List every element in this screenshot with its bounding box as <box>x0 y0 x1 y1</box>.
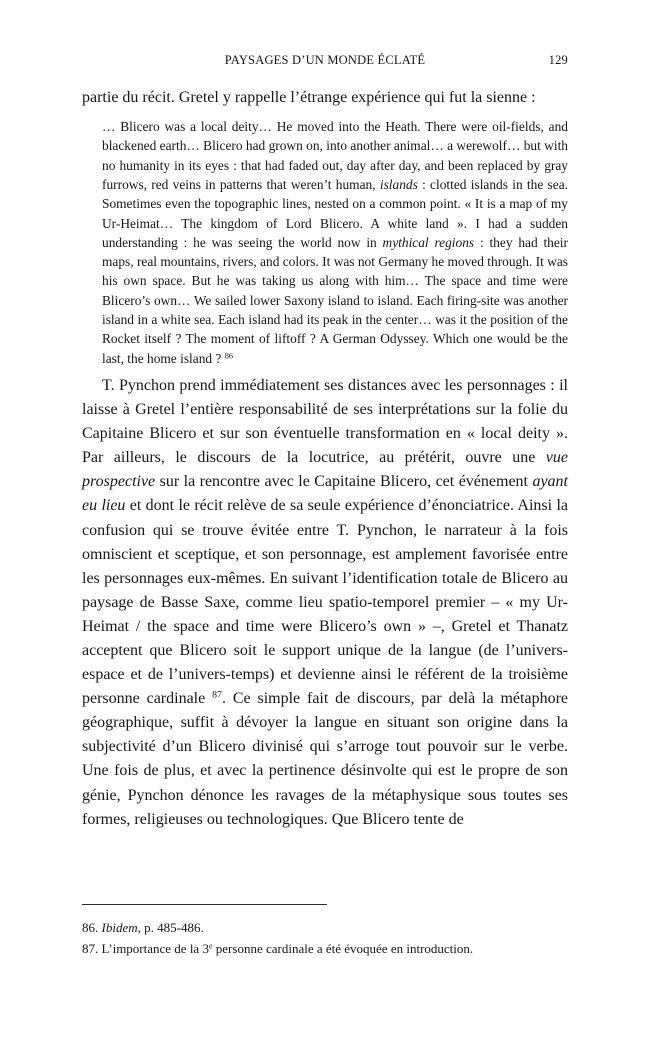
running-title: PAYSAGES D’UN MONDE ÉCLATÉ <box>224 53 426 67</box>
running-header <box>82 53 568 71</box>
footnote-86-ibidem: Ibidem <box>101 920 138 935</box>
quote-italic-mythical-regions: mythical regions <box>382 234 475 250</box>
analysis-part-a: T. Pynchon prend immédiatement ses distances avec les personnages : il laisse à Gretel l’entière responsabilité de ses interprétations sur la folie du Capitaine Blicero et sur son éventuelle transformation en « local deity ». Par ailleurs, le discours de la locutrice, au prétérit, ouvre une <box>82 376 568 467</box>
block-quote <box>102 117 568 368</box>
analysis-italic-ayant-eu-lieu: ayant eu lieu <box>82 473 568 515</box>
footnote-87 <box>82 938 568 959</box>
footnote-86-text: , p. 485-486. <box>137 920 204 935</box>
quote-part-1: … Blicero was a local deity… He moved into the Heath. There were oil-fields, and blackened earth… Blicero had grown on, into another animal… a werewolf… but with no humanity in its eyes : that had faded out, day after day, and been replaced by gray furrows, red veins in patterns that weren’t human, <box>102 119 568 192</box>
footnote-87-superscript: e <box>208 941 213 951</box>
analysis-italic-vue-prospective: vue prospective <box>82 449 568 491</box>
footnote-ref-87[interactable]: 87 <box>212 689 222 701</box>
footnote-87-text-b: personne cardinale a été évoquée en introduction. <box>212 941 474 956</box>
footnotes <box>82 917 568 959</box>
paragraph-intro: partie du récit. Gretel y rappelle l’étrange expérience qui fut la sienne : <box>82 89 536 106</box>
main-text <box>82 86 568 832</box>
quote-part-2: : clotted islands in the sea. Sometimes even the topographic lines, nested on a common point. « It is a map of my Ur-Heimat… The kingdom of Lord Blicero. A white land ». I had a sudden understanding : he was seeing the world now in <box>102 176 568 250</box>
footnote-ref-86[interactable]: 86 <box>224 351 234 361</box>
paragraph-analysis <box>82 374 568 832</box>
quote-italic-islands: islands <box>379 176 418 192</box>
quote-part-3: : they had their maps, real mountains, rivers, and colors. It was not Germany he moved through. It was his own space. But he was taking us along with him… The space and time were Blicero’s own… We sailed lower Saxony island to island. Each firing-site was another island in a white sea. Each island had its peak in the center… was it the position of the Rocket itself ? The moment of liftoff ? A German Odyssey. Which one would be the last, the home island ? <box>102 234 568 366</box>
footnote-86 <box>82 917 568 938</box>
footnote-separator <box>82 904 327 905</box>
footnote-86-number: 86. <box>82 920 99 935</box>
analysis-part-d: . Ce simple fait de discours, par delà la métaphore géographique, suffit à dévoyer la langue en situant son origine dans la subjectivité d’un Blicero divinisé qui s’arroge tout pouvoir sur le verbe. Une fois de plus, et avec la pertinence désinvolte qui est le propre de son génie, Pynchon dénonce les ravages de la métaphysique sous toutes ses formes, religieuses ou technologiques. Que Blicero tente de <box>82 690 568 828</box>
analysis-part-b: sur la rencontre avec le Capitaine Blicero, cet événement <box>155 473 533 491</box>
footnote-87-number: 87. <box>82 941 99 956</box>
footnote-87-text-a: L’importance de la 3 <box>101 941 209 956</box>
analysis-part-c: et dont le récit relève de sa seule expérience d’énonciatrice. Ainsi la confusion qui se trouve évitée entre T. Pynchon, le narrateur à la fois omniscient et sceptique, et son personnage, est amplement favorisée entre les personnages eux-mêmes. En suivant l’identification totale de Blicero au paysage de Basse Saxe, comme lieu spatio-temporel premier – « my Ur-Heimat / the space and time were Blicero’s own » –, Gretel et Thanatz acceptent que Blicero soit le support unique de la langue (de l’univers-espace et de l’univers-temps) et devienne ainsi le référent de la troisième personne cardinale <box>82 497 568 708</box>
page-number: 129 <box>548 53 568 67</box>
